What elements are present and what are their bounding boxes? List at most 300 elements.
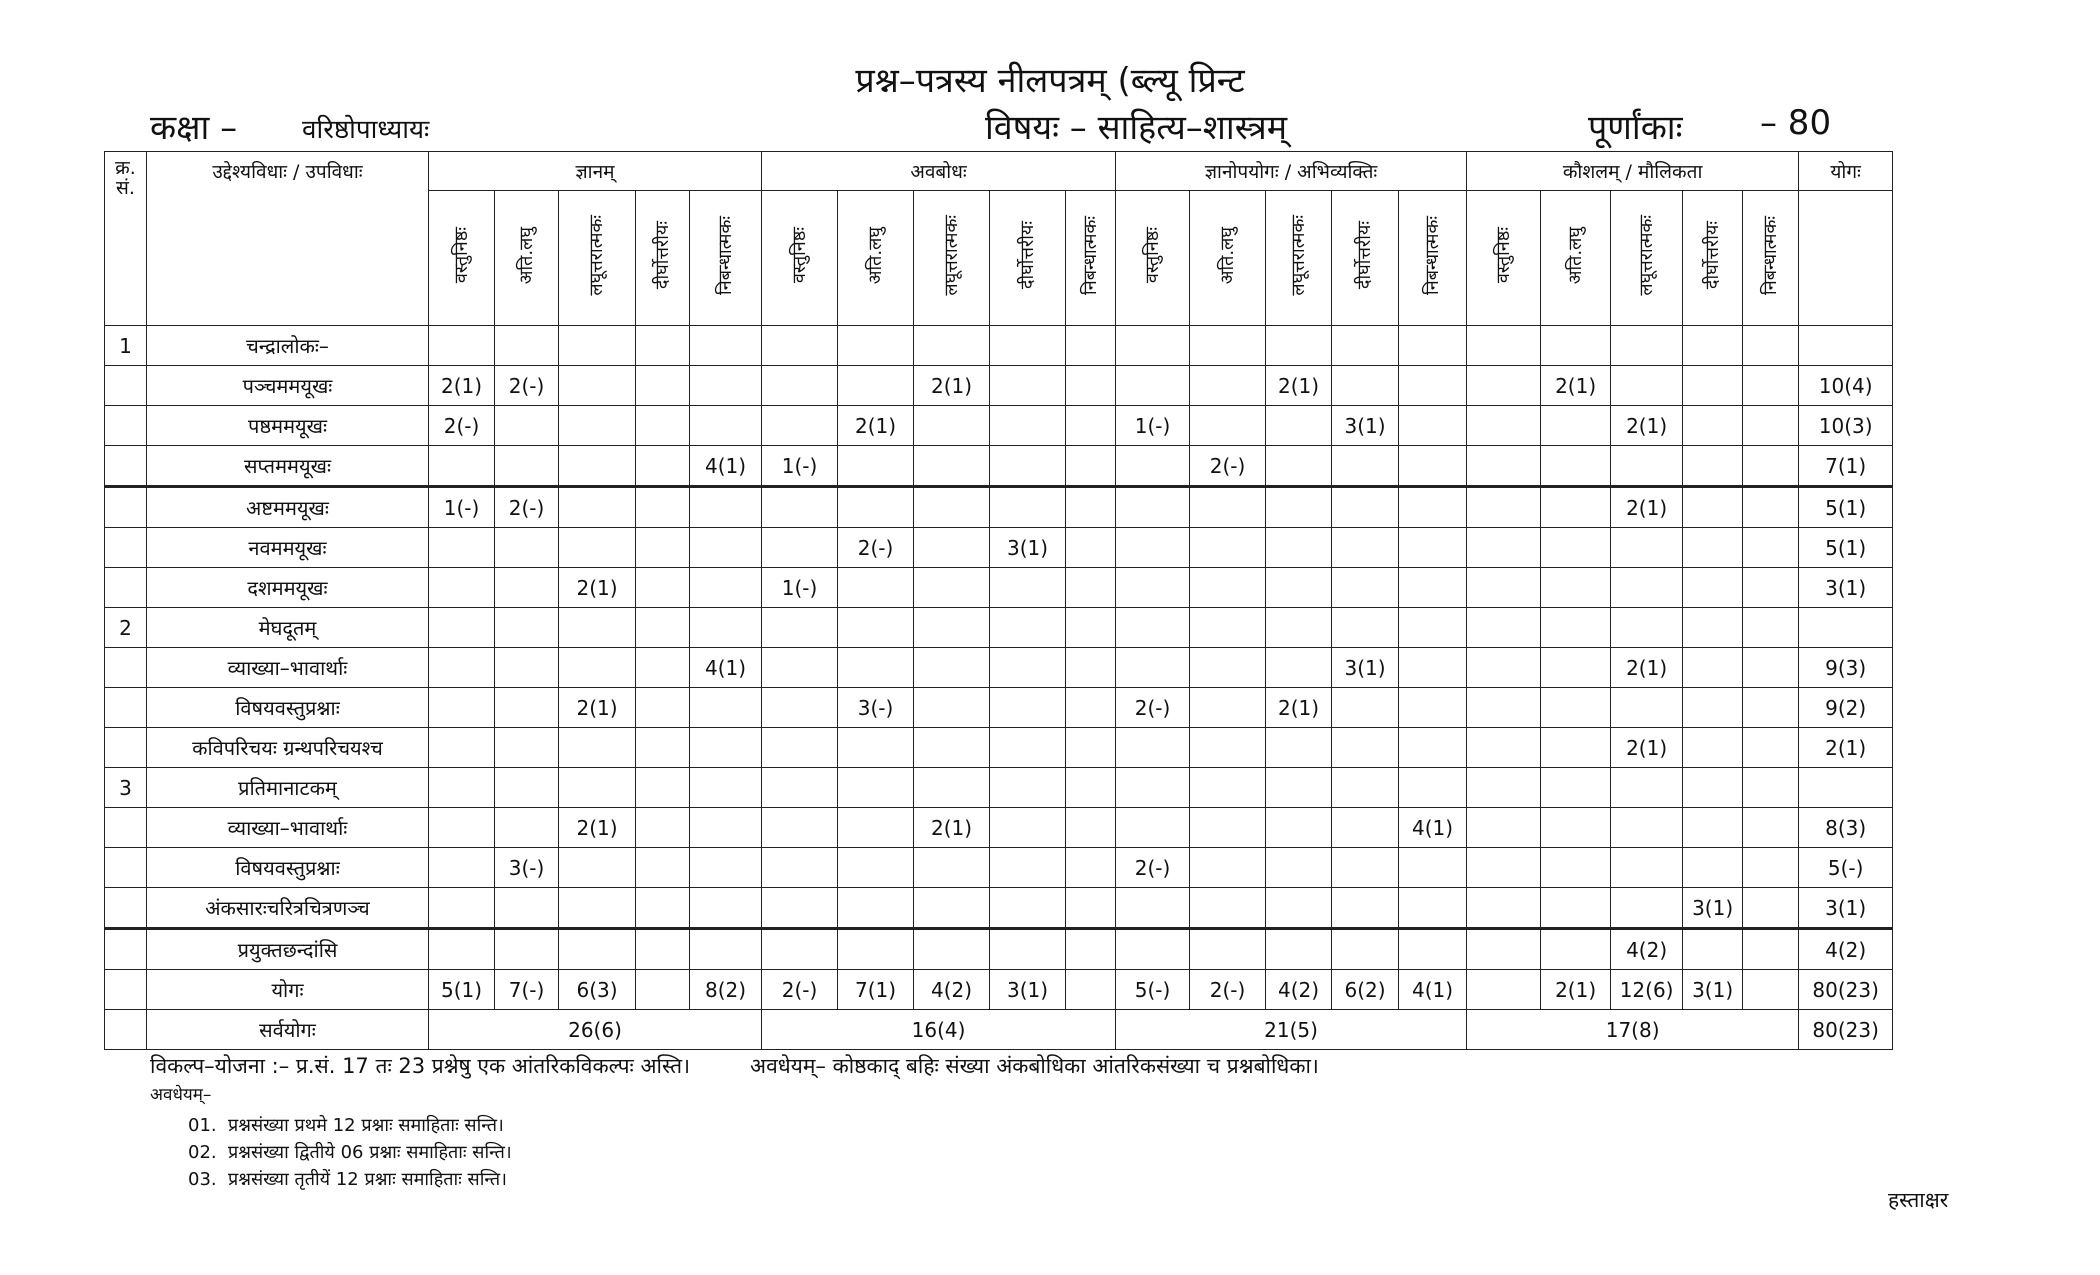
table-cell — [1332, 366, 1399, 406]
subcolumn-header — [1190, 191, 1266, 326]
table-cell — [1332, 888, 1399, 929]
row-total — [1799, 608, 1893, 648]
table-cell — [1743, 688, 1799, 728]
table-cell — [636, 648, 690, 688]
table-cell — [1116, 366, 1190, 406]
table-cell — [1066, 487, 1116, 528]
table-row — [105, 406, 1893, 446]
table-cell — [1066, 648, 1116, 688]
table-cell — [1190, 929, 1266, 970]
table-cell: 2(1) — [914, 808, 990, 848]
subcolumn-header — [1066, 191, 1116, 326]
row-label: नवममयूखः — [147, 528, 429, 568]
table-cell — [495, 568, 559, 608]
table-cell: 2(1) — [1611, 648, 1683, 688]
table-cell — [1399, 366, 1467, 406]
table-cell — [1399, 406, 1467, 446]
table-cell — [1541, 446, 1611, 487]
table-cell — [1683, 728, 1743, 768]
row-total: 10(3) — [1799, 406, 1893, 446]
subcolumn-header-text: लघूत्तरात्मकः — [586, 215, 607, 296]
row-total: 8(3) — [1799, 808, 1893, 848]
table-cell — [762, 366, 838, 406]
table-cell — [636, 848, 690, 888]
table-cell — [636, 608, 690, 648]
table-cell — [1541, 608, 1611, 648]
table-cell — [762, 688, 838, 728]
table-cell — [1611, 446, 1683, 487]
table-cell: 2(-) — [1190, 446, 1266, 487]
table-cell — [1743, 568, 1799, 608]
table-cell — [1116, 648, 1190, 688]
note-item-number: 03. — [188, 1169, 217, 1190]
table-cell — [559, 326, 636, 366]
table-cell — [690, 487, 762, 528]
table-cell — [1743, 808, 1799, 848]
table-cell: 7(-) — [495, 970, 559, 1010]
table-cell — [495, 808, 559, 848]
row-sno — [105, 406, 147, 446]
table-cell — [1683, 648, 1743, 688]
table-cell — [1683, 366, 1743, 406]
table-row — [105, 366, 1893, 406]
row-total: 2(1) — [1799, 728, 1893, 768]
table-cell — [559, 406, 636, 446]
table-cell — [1266, 528, 1332, 568]
table-cell — [1611, 848, 1683, 888]
table-cell: 12(6) — [1611, 970, 1683, 1010]
table-cell — [636, 929, 690, 970]
table-cell: 3(-) — [838, 688, 914, 728]
table-cell: 3(1) — [990, 528, 1066, 568]
table-cell — [914, 688, 990, 728]
table-cell — [1467, 528, 1541, 568]
subcolumn-header-text: वस्तुनिष्ठः — [450, 227, 472, 284]
table-cell — [1399, 768, 1467, 808]
table-cell — [636, 487, 690, 528]
subcolumn-header-text: निबन्धात्मकः — [1759, 216, 1781, 295]
table-cell: 1(-) — [762, 446, 838, 487]
table-row — [105, 728, 1893, 768]
row-total: 9(3) — [1799, 648, 1893, 688]
table-cell — [762, 326, 838, 366]
table-cell — [1611, 768, 1683, 808]
table-cell — [990, 688, 1066, 728]
note-item — [188, 1167, 507, 1191]
subcolumn-header-text: लघूत्तरात्मकः — [1287, 215, 1309, 296]
table-cell — [1266, 568, 1332, 608]
table-cell — [1743, 446, 1799, 487]
table-cell — [1399, 848, 1467, 888]
table-cell — [429, 768, 495, 808]
table-cell — [1266, 848, 1332, 888]
table-cell — [762, 768, 838, 808]
table-cell — [1332, 568, 1399, 608]
table-cell — [1467, 970, 1541, 1010]
table-cell — [914, 568, 990, 608]
table-cell: 3(-) — [495, 848, 559, 888]
table-cell — [762, 808, 838, 848]
table-cell — [1467, 326, 1541, 366]
table-cell — [1266, 406, 1332, 446]
table-cell — [1066, 568, 1116, 608]
table-cell — [636, 888, 690, 929]
subcolumn-header — [1683, 191, 1743, 326]
subcolumn-header — [1266, 191, 1332, 326]
row-total: 4(2) — [1799, 929, 1893, 970]
table-cell — [495, 929, 559, 970]
table-cell — [1541, 528, 1611, 568]
table-cell — [1611, 608, 1683, 648]
table-row — [105, 446, 1893, 487]
note-item-text: प्रश्नसंख्या द्वितीये 06 प्रश्नाः समाहिताः सन्ति। — [228, 1142, 512, 1163]
table-cell — [1399, 688, 1467, 728]
table-cell: 2(-) — [1116, 688, 1190, 728]
table-cell — [1683, 608, 1743, 648]
table-cell: 4(1) — [1399, 970, 1467, 1010]
table-cell: 2(-) — [1190, 970, 1266, 1010]
table-cell: 2(1) — [1266, 366, 1332, 406]
subcolumn-header — [429, 191, 495, 326]
table-cell — [429, 728, 495, 768]
row-sno — [105, 929, 147, 970]
table-cell — [1190, 406, 1266, 446]
table-cell — [1266, 608, 1332, 648]
table-cell — [1116, 568, 1190, 608]
table-cell: 4(2) — [914, 970, 990, 1010]
subcolumn-header-text: अति.लघु — [1216, 226, 1238, 285]
table-cell — [838, 728, 914, 768]
sno-header: क्र. सं. — [105, 152, 147, 326]
total-header: योगः — [1799, 152, 1893, 191]
option-scheme-note — [150, 1052, 1319, 1080]
table-cell — [1332, 688, 1399, 728]
table-cell: 3(1) — [990, 970, 1066, 1010]
table-cell — [1399, 446, 1467, 487]
table-cell — [838, 487, 914, 528]
table-cell — [1611, 808, 1683, 848]
table-cell — [1066, 406, 1116, 446]
table-cell — [1541, 688, 1611, 728]
table-cell — [636, 406, 690, 446]
table-cell — [1683, 848, 1743, 888]
table-cell: 2(-) — [495, 366, 559, 406]
table-cell: 2(1) — [429, 366, 495, 406]
table-cell — [495, 528, 559, 568]
table-cell — [914, 326, 990, 366]
table-cell: 4(1) — [1399, 808, 1467, 848]
table-cell — [1541, 648, 1611, 688]
table-cell — [636, 568, 690, 608]
note-item — [188, 1113, 504, 1137]
row-label: दशममयूखः — [147, 568, 429, 608]
table-cell — [1266, 648, 1332, 688]
subcolumn-header — [690, 191, 762, 326]
row-sno — [105, 366, 147, 406]
row-sno — [105, 808, 147, 848]
table-cell — [990, 888, 1066, 929]
subcolumn-header — [1116, 191, 1190, 326]
table-cell — [990, 326, 1066, 366]
table-cell — [1332, 528, 1399, 568]
group-header: अवबोधः — [762, 152, 1116, 191]
table-cell — [914, 528, 990, 568]
row-sno — [105, 1010, 147, 1050]
table-cell — [1541, 487, 1611, 528]
subcolumn-header — [914, 191, 990, 326]
table-cell — [990, 446, 1066, 487]
table-cell — [559, 528, 636, 568]
table-cell — [429, 326, 495, 366]
table-cell — [690, 366, 762, 406]
table-row — [105, 648, 1893, 688]
table-cell — [690, 528, 762, 568]
table-row — [105, 688, 1893, 728]
table-cell — [1467, 688, 1541, 728]
table-row — [105, 608, 1893, 648]
table-cell — [838, 608, 914, 648]
table-row — [105, 848, 1893, 888]
table-cell — [559, 446, 636, 487]
row-sno — [105, 888, 147, 929]
table-cell — [1332, 446, 1399, 487]
row-total: 80(23) — [1799, 970, 1893, 1010]
row-total: 3(1) — [1799, 888, 1893, 929]
table-cell — [1190, 568, 1266, 608]
row-sno — [105, 848, 147, 888]
table-cell — [1190, 688, 1266, 728]
table-row — [105, 888, 1893, 929]
subcolumn-header-text: दीर्घोत्तरीयः — [1016, 221, 1038, 290]
table-cell — [559, 648, 636, 688]
grand-total-label: सर्वयोगः — [147, 1010, 429, 1050]
row-sno — [105, 688, 147, 728]
table-cell — [429, 808, 495, 848]
table-cell — [1066, 888, 1116, 929]
table-cell — [495, 446, 559, 487]
table-cell — [1743, 487, 1799, 528]
table-cell — [690, 568, 762, 608]
class-value: वरिष्ठोपाध्यायः — [302, 115, 430, 145]
table-cell — [1611, 888, 1683, 929]
group-header: ज्ञानोपयोगः / अभिव्यक्तिः — [1116, 152, 1467, 191]
table-cell — [914, 406, 990, 446]
table-cell — [1266, 487, 1332, 528]
table-cell — [1066, 728, 1116, 768]
row-sno — [105, 487, 147, 528]
table-cell — [1467, 848, 1541, 888]
table-cell — [429, 688, 495, 728]
table-cell: 2(1) — [1611, 487, 1683, 528]
table-cell — [1743, 366, 1799, 406]
row-total — [1799, 768, 1893, 808]
table-cell — [990, 406, 1066, 446]
table-body — [105, 326, 1893, 1050]
table-cell — [838, 929, 914, 970]
row-total: 5(1) — [1799, 487, 1893, 528]
table-cell — [990, 487, 1066, 528]
table-cell — [914, 929, 990, 970]
table-cell — [1266, 768, 1332, 808]
table-cell — [1743, 406, 1799, 446]
row-label: व्याख्या–भावार्थाः — [147, 648, 429, 688]
subcolumn-header-text: अति.लघु — [864, 226, 886, 285]
table-cell — [1116, 768, 1190, 808]
table-cell — [762, 406, 838, 446]
table-cell — [429, 888, 495, 929]
table-cell — [762, 648, 838, 688]
section-title: चन्द्रालोकः– — [147, 326, 429, 366]
table-cell — [1683, 326, 1743, 366]
group-total: 17(8) — [1467, 1010, 1799, 1050]
table-cell — [914, 608, 990, 648]
table-cell — [1190, 608, 1266, 648]
note-item-number: 01. — [188, 1115, 217, 1136]
table-cell — [1399, 648, 1467, 688]
table-cell — [1467, 648, 1541, 688]
table-cell — [690, 808, 762, 848]
row-sno — [105, 528, 147, 568]
table-cell — [1190, 888, 1266, 929]
subcolumn-header — [636, 191, 690, 326]
table-cell — [1190, 848, 1266, 888]
subcolumn-header-blank — [1799, 191, 1893, 326]
table-cell — [914, 487, 990, 528]
table-cell: 2(-) — [1116, 848, 1190, 888]
table-cell — [1541, 888, 1611, 929]
table-cell: 2(-) — [429, 406, 495, 446]
row-label: प्रयुक्तछन्दांसि — [147, 929, 429, 970]
table-cell: 1(-) — [762, 568, 838, 608]
table-cell: 6(2) — [1332, 970, 1399, 1010]
table-cell — [762, 929, 838, 970]
subcolumn-header-text: वस्तुनिष्ठः — [1141, 227, 1163, 284]
table-cell — [1683, 406, 1743, 446]
table-cell — [990, 608, 1066, 648]
table-cell — [1467, 768, 1541, 808]
table-cell — [1399, 326, 1467, 366]
table-cell: 6(3) — [559, 970, 636, 1010]
table-row — [105, 929, 1893, 970]
table-cell: 5(-) — [1116, 970, 1190, 1010]
table-cell: 2(-) — [495, 487, 559, 528]
table-row — [105, 768, 1893, 808]
table-cell — [1116, 888, 1190, 929]
table-cell — [636, 688, 690, 728]
table-cell — [1066, 366, 1116, 406]
table-cell — [636, 808, 690, 848]
table-cell: 4(2) — [1266, 970, 1332, 1010]
table-cell — [762, 528, 838, 568]
table-cell — [838, 768, 914, 808]
table-cell — [1190, 326, 1266, 366]
subject-label: विषयः – साहित्य–शास्त्रम् — [985, 108, 1288, 148]
table-cell: 8(2) — [690, 970, 762, 1010]
subcolumn-header-text: निबन्धात्मकः — [714, 216, 736, 295]
table-cell — [1266, 728, 1332, 768]
table-cell — [762, 728, 838, 768]
row-label: व्याख्या–भावार्थाः — [147, 808, 429, 848]
row-sno — [105, 970, 147, 1010]
table-cell — [990, 929, 1066, 970]
table-cell — [1399, 888, 1467, 929]
table-cell — [1541, 406, 1611, 446]
grand-total-row — [105, 1010, 1893, 1050]
table-cell — [1066, 688, 1116, 728]
table-cell — [690, 406, 762, 446]
row-label: योगः — [147, 970, 429, 1010]
table-cell — [1541, 768, 1611, 808]
table-cell — [559, 366, 636, 406]
table-cell — [1743, 970, 1799, 1010]
table-cell — [762, 848, 838, 888]
table-cell — [1116, 487, 1190, 528]
table-cell — [990, 366, 1066, 406]
table-cell — [1467, 929, 1541, 970]
table-cell: 2(1) — [559, 688, 636, 728]
table-cell — [1467, 406, 1541, 446]
table-cell — [990, 808, 1066, 848]
note-item-number: 02. — [188, 1142, 217, 1163]
table-cell — [1611, 688, 1683, 728]
row-total: 5(1) — [1799, 528, 1893, 568]
table-cell — [1743, 848, 1799, 888]
table-cell: 3(1) — [1332, 406, 1399, 446]
option-scheme-text: विकल्प–योजना :– प्र.सं. 17 तः 23 प्रश्नेषु एक आंतरिकविकल्पः अस्ति। — [150, 1054, 691, 1078]
table-cell — [1332, 608, 1399, 648]
table-cell — [1066, 768, 1116, 808]
subcolumn-header-text: लघूत्तरात्मकः — [940, 215, 962, 296]
table-cell — [636, 768, 690, 808]
table-cell — [1541, 808, 1611, 848]
table-cell — [1611, 366, 1683, 406]
table-cell — [1467, 568, 1541, 608]
table-row — [105, 487, 1893, 528]
table-cell — [1332, 848, 1399, 888]
table-cell — [495, 406, 559, 446]
table-cell: 4(1) — [690, 446, 762, 487]
row-total: 5(-) — [1799, 848, 1893, 888]
row-total — [1799, 326, 1893, 366]
subcolumn-header-text: वस्तुनिष्ठः — [788, 227, 810, 284]
table-cell — [1683, 487, 1743, 528]
table-cell — [559, 728, 636, 768]
row-label: कविपरिचयः ग्रन्थपरिचयश्च — [147, 728, 429, 768]
table-cell — [1190, 366, 1266, 406]
table-cell — [690, 768, 762, 808]
subcolumn-header-text: निबन्धात्मकः — [1079, 216, 1101, 295]
row-total: 9(2) — [1799, 688, 1893, 728]
table-cell: 4(1) — [690, 648, 762, 688]
table-cell — [1467, 608, 1541, 648]
table-cell — [1743, 728, 1799, 768]
group-total: 21(5) — [1116, 1010, 1467, 1050]
table-cell — [1266, 326, 1332, 366]
note-item — [188, 1140, 512, 1164]
table-cell — [1467, 888, 1541, 929]
table-cell — [495, 648, 559, 688]
table-cell — [429, 648, 495, 688]
table-cell — [429, 528, 495, 568]
row-label: पञ्चममयूखः — [147, 366, 429, 406]
table-cell — [1743, 608, 1799, 648]
note-item-text: प्रश्नसंख्या तृतीयें 12 प्रश्नाः समाहिताः सन्ति। — [228, 1169, 507, 1190]
table-cell — [1399, 929, 1467, 970]
table-cell — [990, 568, 1066, 608]
table-cell: 2(1) — [1611, 728, 1683, 768]
table-cell — [559, 848, 636, 888]
table-cell — [559, 929, 636, 970]
